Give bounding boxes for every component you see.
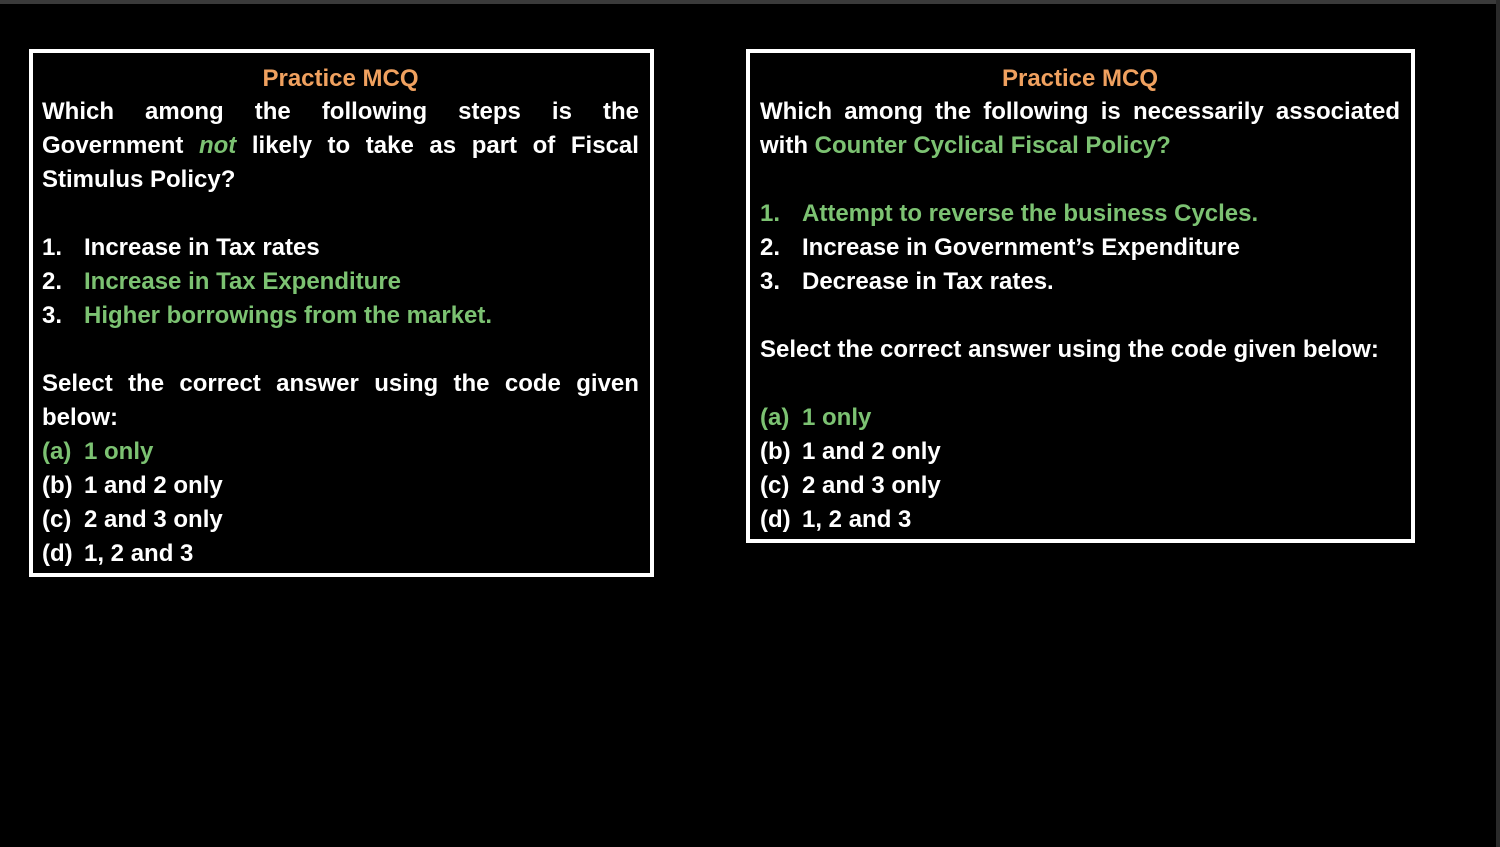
question-word: among <box>145 98 224 125</box>
question-word: with <box>760 132 808 159</box>
question-line-3: Stimulus Policy? <box>42 166 236 193</box>
option-label: (a) <box>42 438 72 465</box>
option-label: (c) <box>42 506 72 533</box>
statement-number: 2. <box>42 268 63 295</box>
option-label: (a) <box>760 404 790 431</box>
question-line-2 <box>760 129 1400 163</box>
answer-option <box>760 469 1400 503</box>
question-word: following <box>321 98 428 125</box>
answer-option <box>760 435 1400 469</box>
statement-text: Increase in Tax rates <box>84 234 320 261</box>
statement-item <box>760 197 1400 231</box>
statement-text: Higher borrowings from the market. <box>84 302 493 329</box>
option-text: 1, 2 and 3 <box>84 540 194 567</box>
instruction-word: correct <box>179 370 261 397</box>
question-word: Which <box>42 98 114 125</box>
question-word: take <box>365 132 414 159</box>
statement-item <box>42 299 639 333</box>
statement-item <box>760 231 1400 265</box>
question-word: the <box>935 98 972 125</box>
option-label: (d) <box>760 506 791 533</box>
spacer <box>42 333 639 367</box>
statement-number: 3. <box>42 302 63 329</box>
option-text: 1, 2 and 3 <box>802 506 912 533</box>
question-word: likely <box>251 132 312 159</box>
question-word: necessarily <box>1132 98 1264 125</box>
question-word: as <box>429 132 457 159</box>
statement-item <box>760 265 1400 299</box>
answer-option <box>42 503 639 537</box>
question-line-1 <box>760 95 1400 129</box>
question-emphasis-not: not <box>198 132 237 159</box>
question-word: steps <box>458 98 521 125</box>
top-border-line <box>0 0 1500 4</box>
mcq-card-left <box>29 49 654 577</box>
spacer <box>760 299 1400 333</box>
statement-text: Decrease in Tax rates. <box>802 268 1054 295</box>
answer-option <box>42 469 639 503</box>
statement-number: 1. <box>42 234 63 261</box>
question-highlight: Counter Cyclical Fiscal Policy? <box>814 132 1171 159</box>
option-label: (d) <box>42 540 73 567</box>
statement-number: 2. <box>760 234 781 261</box>
option-text: 1 and 2 only <box>802 438 941 465</box>
answer-option <box>42 537 639 571</box>
statement-text: Attempt to reverse the business Cycles. <box>802 200 1259 227</box>
question-word: Government <box>42 132 184 159</box>
question-word: the <box>254 98 291 125</box>
right-edge-strip <box>1496 0 1500 847</box>
statement-text: Increase in Government’s Expenditure <box>802 234 1240 261</box>
option-label: (c) <box>760 472 790 499</box>
instruction-line-1 <box>42 367 639 401</box>
option-text: 1 and 2 only <box>84 472 223 499</box>
spacer <box>760 367 1400 401</box>
question-line-1 <box>42 95 639 129</box>
option-text: 2 and 3 only <box>84 506 223 533</box>
option-label: (b) <box>42 472 73 499</box>
instruction-line: Select the correct answer using the code given below: <box>760 336 1379 363</box>
instruction-word: code <box>504 370 561 397</box>
question-word: is <box>1100 98 1121 125</box>
question-word: is <box>551 98 572 125</box>
option-text: 1 only <box>84 438 154 465</box>
answer-option <box>42 435 639 469</box>
instruction-word: given <box>576 370 639 397</box>
question-word: among <box>844 98 923 125</box>
option-label: (b) <box>760 438 791 465</box>
question-word: Which <box>760 98 832 125</box>
spacer <box>42 197 639 231</box>
mcq-card-right <box>746 49 1415 543</box>
statement-number: 3. <box>760 268 781 295</box>
spacer <box>760 163 1400 197</box>
question-word: of <box>532 132 556 159</box>
question-word: following <box>983 98 1089 125</box>
statement-item <box>42 265 639 299</box>
question-word: associated <box>1275 98 1400 125</box>
answer-option <box>760 401 1400 435</box>
question-word: Fiscal <box>570 132 639 159</box>
instruction-line-2: below: <box>42 404 118 431</box>
option-text: 2 and 3 only <box>802 472 941 499</box>
question-line-2 <box>42 129 639 163</box>
instruction-word: answer <box>276 370 359 397</box>
instruction-word: the <box>453 370 490 397</box>
statement-item <box>42 231 639 265</box>
option-text: 1 only <box>802 404 872 431</box>
statement-number: 1. <box>760 200 781 227</box>
instruction-word: using <box>374 370 439 397</box>
statement-text: Increase in Tax Expenditure <box>84 268 402 295</box>
card-title: Practice MCQ <box>1001 65 1159 92</box>
answer-option <box>760 503 1400 537</box>
question-word: the <box>602 98 639 125</box>
question-word: to <box>327 132 351 159</box>
question-word: part <box>471 132 518 159</box>
card-title: Practice MCQ <box>262 65 419 92</box>
instruction-word: Select <box>42 370 113 397</box>
instruction-word: the <box>128 370 165 397</box>
